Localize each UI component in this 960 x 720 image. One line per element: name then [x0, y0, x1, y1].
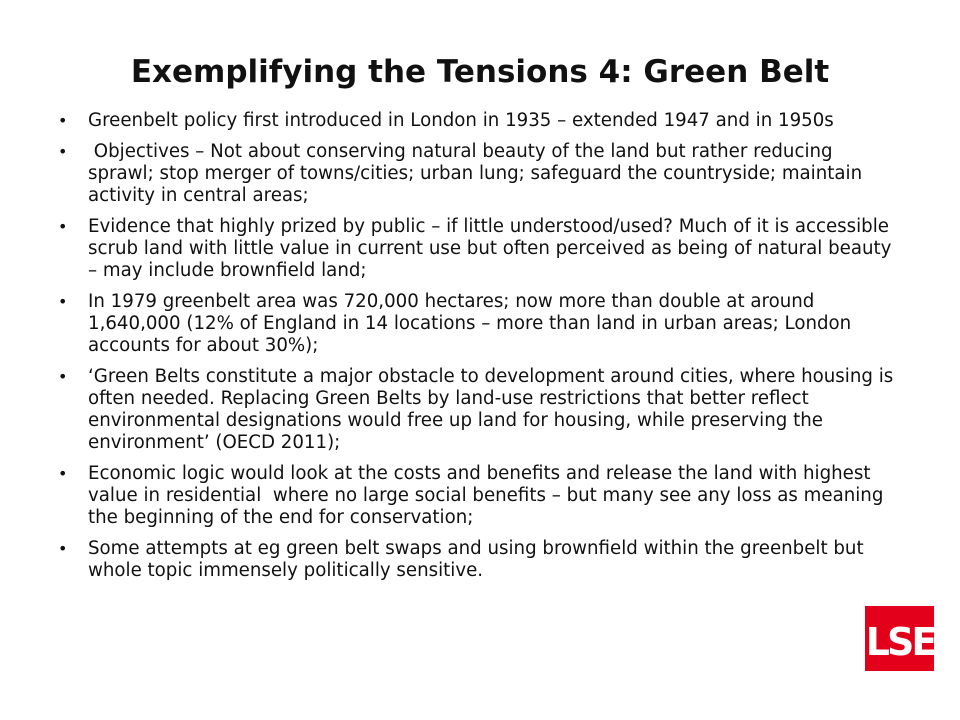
slide-title: Exemplifying the Tensions 4: Green Belt: [130, 54, 830, 90]
lse-logo: [865, 606, 934, 671]
bullet-item: [58, 141, 903, 207]
bullet-icon: •: [58, 367, 68, 386]
bullet-icon: •: [58, 217, 68, 236]
bullet-text: Economic logic would look at the costs and benefits and release the land with highest value in residential where no large social benefits – but many see any loss as meaning the beginning of the end for conservation;: [88, 463, 890, 528]
bullet-icon: •: [58, 292, 68, 311]
lse-logo-text: LSE: [865, 619, 934, 664]
bullet-icon: •: [58, 111, 68, 130]
bullet-text: Objectives – Not about conserving natural beauty of the land but rather reducing sprawl; stop merger of towns/cities; urban lung; safeguard the countryside; maintain activity in central areas;: [88, 141, 868, 206]
bullet-item: [58, 216, 903, 282]
bullet-item: [58, 110, 903, 132]
bullet-list: [58, 110, 903, 591]
bullet-icon: •: [58, 142, 68, 161]
bullet-icon: •: [58, 539, 68, 558]
bullet-text: In 1979 greenbelt area was 720,000 hectares; now more than double at around 1,640,000 (12% of England in 14 locations – more than land in urban areas; London accounts for about 30%);: [88, 291, 852, 356]
lse-logo-icon: [865, 617, 934, 664]
bullet-item: [58, 463, 903, 529]
bullet-icon: •: [58, 464, 68, 483]
bullet-text: Evidence that highly prized by public – if little understood/used? Much of it is accessible scrub land with little value in current use but often perceived as being of natural beauty – may include brownfield land;: [88, 216, 892, 281]
bullet-item: [58, 366, 903, 454]
bullet-text: Greenbelt policy first introduced in London in 1935 – extended 1947 and in 1950s: [88, 110, 834, 131]
bullet-text: ‘Green Belts constitute a major obstacle to development around cities, where housing is often needed. Replacing Green Belts by land-use restrictions that better reflect environmental designations would free up land for housing, while preserving the environment’ (OECD 2011);: [88, 366, 894, 453]
bullet-item: [58, 291, 903, 357]
bullet-item: [58, 538, 903, 582]
bullet-text: Some attempts at eg green belt swaps and using brownfield within the greenbelt but whole topic immensely politically sensitive.: [88, 538, 864, 581]
